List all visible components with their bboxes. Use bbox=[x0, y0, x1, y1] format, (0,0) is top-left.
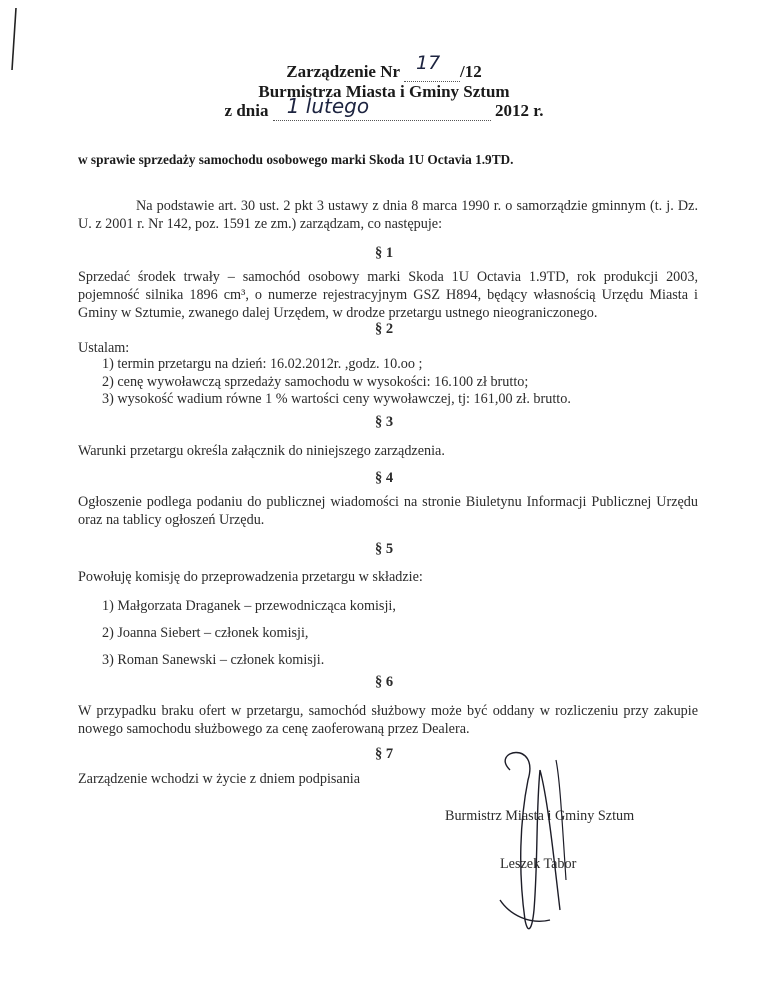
section-2-list bbox=[102, 356, 571, 409]
date-field bbox=[273, 94, 491, 121]
section-7-label: § 7 bbox=[374, 746, 394, 762]
section-7-text: Zarządzenie wchodzi w życie z dniem podpisania bbox=[78, 771, 361, 787]
section-1-text: Sprzedać środek trwały – samochód osobowy marki Skoda 1U Octavia 1.9TD, rok produkcji 2003, pojemność silnika 1896 cm³, o numerze rejestracyjnym GSZ H894, będący własnością Urzędu Miasta i Gminy w Sztumie, zwanego dalej Urzędem, w drodze przetargu ustnego nieograniczonego. bbox=[78, 269, 698, 321]
legal-basis-paragraph: Na podstawie art. 30 ust. 2 pkt 3 ustawy z dnia 8 marca 1990 r. o samorządzie gminnym (t. j. Dz. U. z 2001 r. Nr 142, poz. 1591 ze zm.) zarządzam, co następuje: bbox=[78, 198, 698, 232]
section-5-list bbox=[102, 593, 396, 674]
handwritten-date: 1 lutego bbox=[286, 94, 370, 118]
section-6-label: § 6 bbox=[374, 674, 394, 690]
list-item: 2) cenę wywoławczą sprzedaży samochodu w wysokości: 16.100 zł brutto; bbox=[102, 373, 529, 390]
document-subject: w sprawie sprzedaży samochodu osobowego marki Skoda 1U Octavia 1.9TD. bbox=[78, 152, 514, 167]
section-2-text: Ustalam: bbox=[78, 340, 130, 356]
date-line bbox=[0, 94, 768, 121]
authority-line: Burmistrza Miasta i Gminy Sztum bbox=[258, 82, 510, 101]
date-suffix: 2012 r. bbox=[494, 101, 544, 120]
section-3-label: § 3 bbox=[374, 414, 394, 430]
list-item: 1) termin przetargu na dzień: 16.02.2012r. ,godz. 10.oo ; bbox=[102, 356, 423, 372]
list-item: 2) Joanna Siebert – członek komisji, bbox=[102, 625, 309, 641]
handwritten-number: 17 bbox=[415, 52, 441, 74]
section-4-text: Ogłoszenie podlega podaniu do publicznej wiadomości na stronie Biuletynu Informacji Publicznej Urzędu oraz na tablicy ogłoszeń Urzędu. bbox=[78, 494, 698, 528]
list-item: 1) Małgorzata Draganek – przewodnicząca komisji, bbox=[102, 598, 396, 614]
section-5-text: Powołuję komisję do przeprowadzenia przetargu w składzie: bbox=[78, 569, 423, 585]
date-prefix: z dnia bbox=[224, 101, 269, 120]
section-2-label: § 2 bbox=[374, 321, 394, 337]
title-prefix: Zarządzenie Nr bbox=[286, 62, 400, 81]
title-line bbox=[0, 52, 768, 82]
handwritten-signature bbox=[470, 740, 590, 940]
number-field bbox=[404, 52, 460, 82]
signer-title: Burmistrz Miasta i Gminy Sztum bbox=[445, 808, 635, 824]
section-5-label: § 5 bbox=[374, 541, 394, 557]
section-1-label: § 1 bbox=[374, 245, 394, 261]
list-item: 3) wysokość wadium równe 1 % wartości ceny wywoławczej, tj: 161,00 zł. brutto. bbox=[102, 391, 571, 407]
section-4-label: § 4 bbox=[374, 470, 394, 486]
section-3-text: Warunki przetargu określa załącznik do niniejszego zarządzenia. bbox=[78, 443, 445, 459]
title-suffix: /12 bbox=[459, 62, 482, 81]
signer-name: Leszek Tabor bbox=[500, 856, 577, 872]
document-header bbox=[0, 52, 768, 121]
section-6-text: W przypadku braku ofert w przetargu, samochód służbowy może być oddany w rozliczeniu przy zakupie nowego samochodu służbowego za cenę zaoferowaną przez Dealera. bbox=[78, 703, 698, 737]
list-item: 3) Roman Sanewski – członek komisji. bbox=[102, 652, 325, 668]
